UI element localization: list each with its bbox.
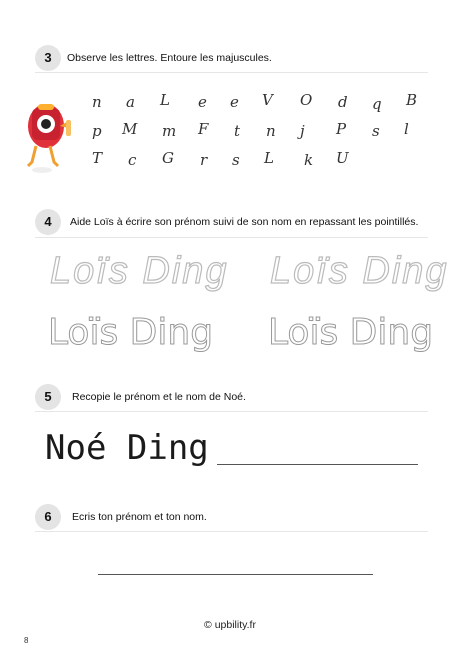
page-number: 8 (24, 636, 29, 645)
letter[interactable]: e (230, 93, 239, 111)
letter[interactable]: a (126, 93, 135, 111)
letter[interactable]: O (300, 91, 313, 109)
section-4-number: 4 (35, 209, 61, 235)
letter[interactable]: L (160, 91, 170, 109)
mascot-illustration (24, 96, 76, 176)
letter[interactable]: l (404, 120, 409, 138)
letter[interactable]: r (200, 151, 208, 169)
letter[interactable]: M (122, 120, 138, 138)
letter[interactable]: n (92, 93, 102, 111)
letter[interactable]: t (234, 122, 241, 140)
section-3-number: 3 (35, 45, 61, 71)
letter[interactable]: k (304, 151, 314, 169)
traced-name-dotted-left[interactable]: Loïs Ding (50, 250, 229, 292)
letter[interactable]: p (92, 122, 102, 140)
footer-copyright: © upbility.fr (204, 619, 256, 631)
section-5-instruction: Recopie le prénom et le nom de Noé. (72, 391, 246, 403)
section-6-instruction: Ecris ton prénom et ton nom. (72, 511, 207, 523)
letter[interactable]: j (300, 122, 305, 140)
section-5-divider (35, 411, 428, 412)
letter[interactable]: T (92, 149, 103, 167)
letter[interactable]: q (372, 95, 382, 113)
letter[interactable]: c (128, 151, 137, 169)
copy-model-name: Noé Ding (45, 428, 209, 468)
section-6-divider (35, 531, 428, 532)
letter[interactable]: P (336, 120, 347, 138)
letter[interactable]: s (372, 122, 380, 140)
traced-name-outline-left[interactable]: Loïs Ding (48, 312, 214, 353)
section-5-number: 5 (35, 384, 61, 410)
section-6-number: 6 (35, 504, 61, 530)
section-4-instruction: Aide Loïs à écrire son prénom suivi de son nom en repassant les pointillés. (70, 216, 419, 228)
own-name-writing-line[interactable] (98, 574, 373, 575)
letter[interactable]: G (162, 149, 174, 167)
letter[interactable]: e (198, 93, 207, 111)
letter[interactable]: U (336, 149, 349, 167)
letter[interactable]: n (266, 122, 276, 140)
traced-name-dotted-right[interactable]: Loïs Ding (270, 250, 449, 292)
copy-writing-line[interactable] (217, 464, 418, 465)
letter[interactable]: L (264, 149, 274, 167)
letter[interactable]: m (162, 122, 177, 140)
letter[interactable]: B (406, 91, 418, 109)
section-3-divider (35, 72, 428, 73)
letter[interactable]: F (198, 120, 209, 138)
letter[interactable]: V (262, 91, 273, 109)
section-3-instruction: Observe les lettres. Entoure les majuscules. (67, 52, 272, 64)
traced-name-outline-right[interactable]: Loïs Ding (268, 312, 434, 353)
section-4-divider (35, 237, 428, 238)
letter[interactable]: d (338, 93, 348, 111)
letter[interactable]: s (232, 151, 240, 169)
